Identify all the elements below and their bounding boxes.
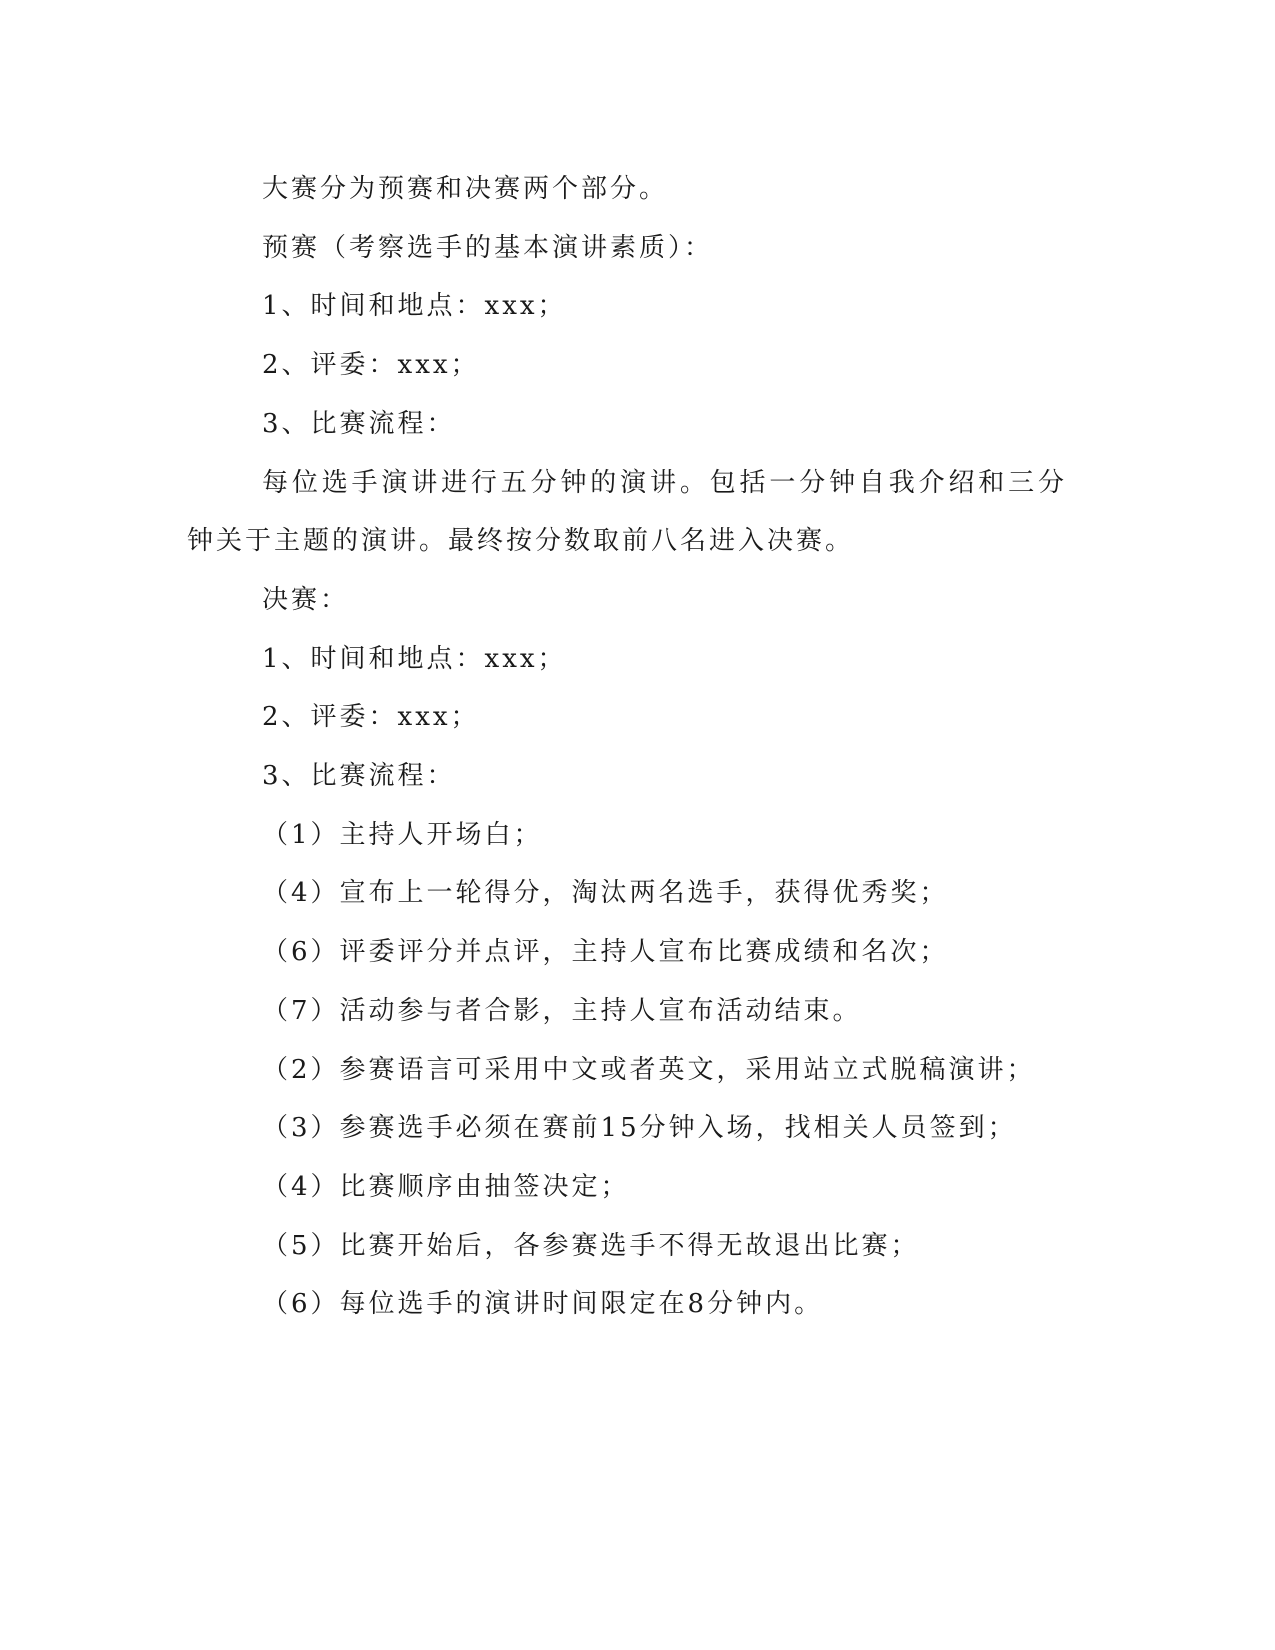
- list-item: （4）比赛顺序由抽签决定；: [262, 1171, 630, 1202]
- prelim-time-place: 1、时间和地点：xxx；: [262, 291, 567, 322]
- list-item: （3）参赛选手必须在赛前15分钟入场，找相关人员签到；: [262, 1113, 1017, 1144]
- prelim-process-description: 每位选手演讲进行五分钟的演讲。包括一分钟自我介绍和三分钟关于主题的演讲。最终按分数取前八名进入决赛。: [187, 467, 1067, 557]
- list-item: （6）每位选手的演讲时间限定在8分钟内。: [262, 1289, 824, 1320]
- list-item: （7）活动参与者合影，主持人宣布活动结束。: [262, 995, 862, 1026]
- heading-final: 决赛：: [262, 584, 350, 615]
- list-item: （1）主持人开场白；: [262, 819, 543, 850]
- final-time-place: 1、时间和地点：xxx；: [262, 643, 567, 674]
- list-item: （2）参赛语言可采用中文或者英文，采用站立式脱稿演讲；: [262, 1054, 1036, 1085]
- heading-prelim: 预赛（考察选手的基本演讲素质）：: [262, 232, 714, 263]
- list-item: （5）比赛开始后，各参赛选手不得无故退出比赛；: [262, 1230, 920, 1261]
- list-item: （4）宣布上一轮得分，淘汰两名选手，获得优秀奖；: [262, 878, 949, 909]
- final-judges: 2、评委：xxx；: [262, 702, 480, 733]
- paragraph-intro: 大赛分为预赛和决赛两个部分。: [262, 174, 669, 204]
- final-process-heading: 3、比赛流程：: [262, 761, 456, 792]
- prelim-judges: 2、评委：xxx；: [262, 350, 480, 381]
- list-item: （6）评委评分并点评，主持人宣布比赛成绩和名次；: [262, 937, 949, 968]
- document-body: [187, 160, 1067, 1334]
- prelim-process-heading: 3、比赛流程：: [262, 408, 456, 439]
